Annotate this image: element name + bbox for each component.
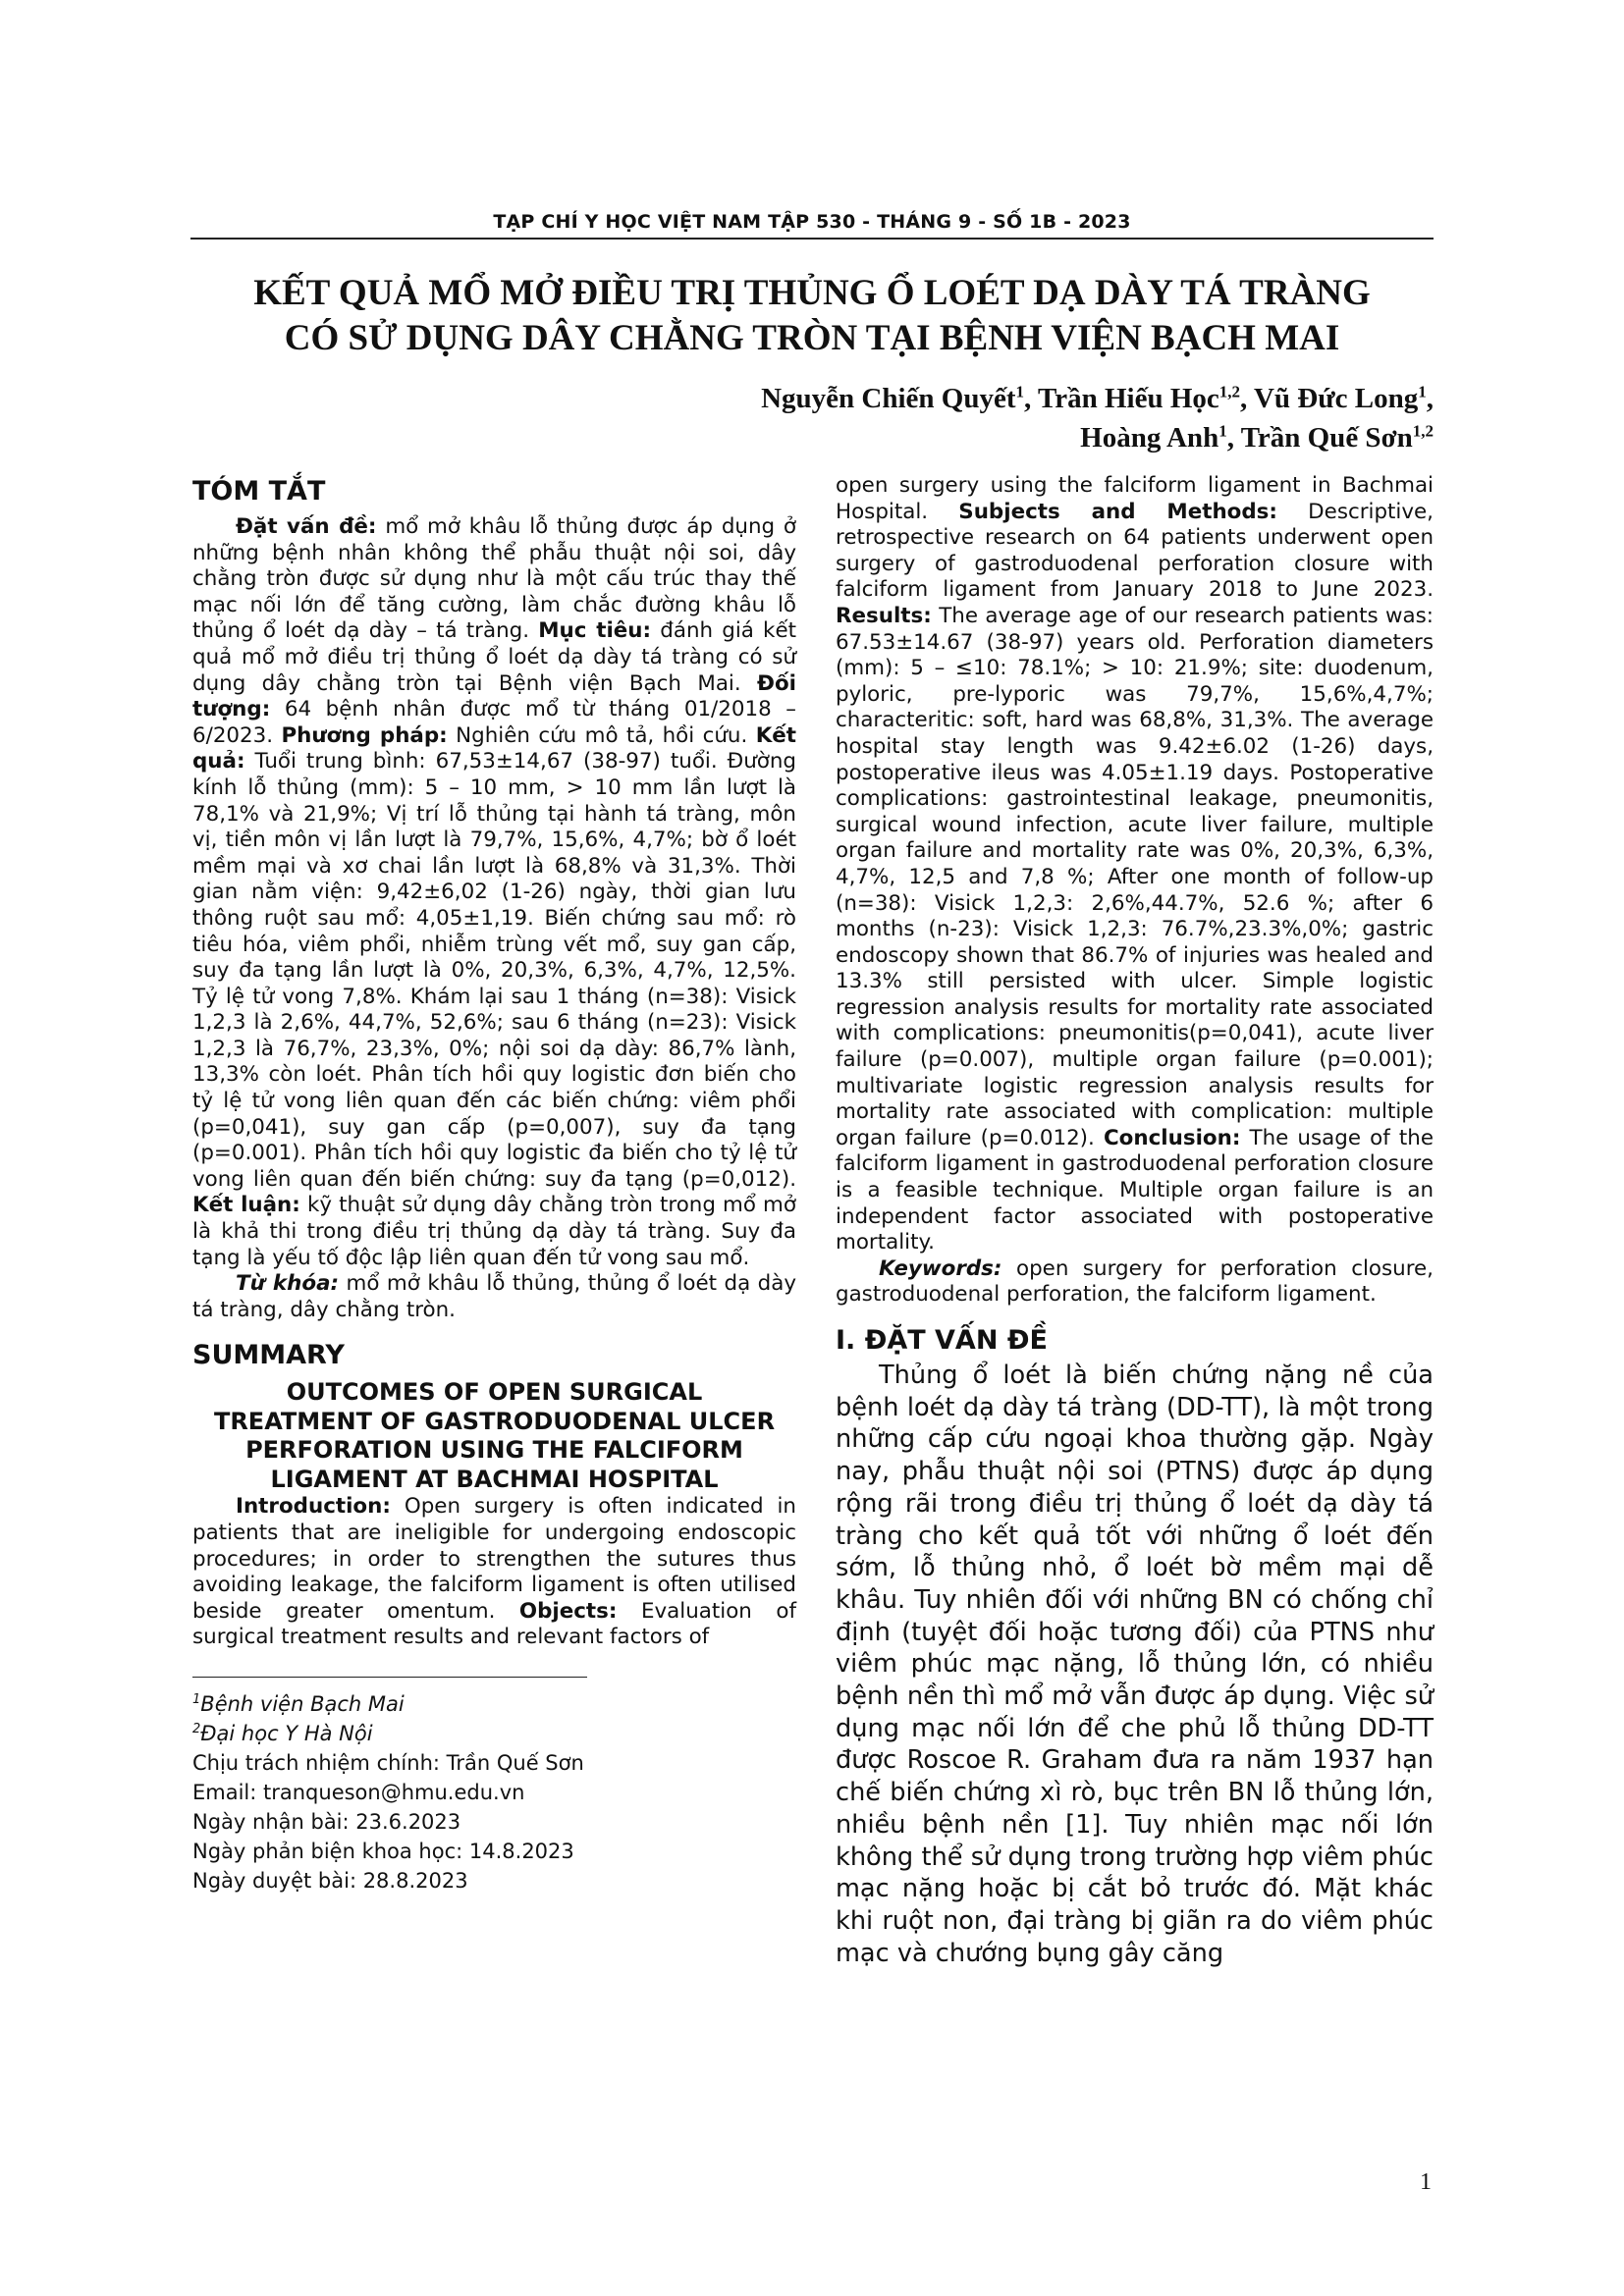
- author-affiliation-sup: 1,2: [1218, 382, 1240, 401]
- author-name: Trần Hiếu Học: [1038, 383, 1219, 414]
- keywords-label: Từ khóa:: [236, 1271, 340, 1297]
- english-title-line: TREATMENT OF GASTRODUODENAL ULCER: [213, 1407, 776, 1435]
- abstract-label: Objects:: [518, 1598, 618, 1624]
- abstract-text: Nghiên cứu mô tả, hồi cứu.: [447, 722, 756, 748]
- author-name: Hoàng Anh: [1080, 422, 1219, 454]
- english-abstract-part-1: [192, 1494, 796, 1651]
- section-body-text: Thủng ổ loét là biến chứng nặng nề của bệnh loét dạ dày tá tràng (DD-TT), là một trong những cấp cứu ngoại khoa thường gặp. Ngày nay, phẫu thuật nội soi (PTNS) được áp dụng rộng rãi trong điều trị thủng ổ loét dạ dày tá tràng cho kết quả tốt với những ổ loét đến sớm, lỗ thủng nhỏ, ổ loét bờ mềm mại dễ khâu. Tuy nhiên đối với những BN có chống chỉ định (tuyệt đối hoặc tương đối) của PTNS như viêm phúc mạc nặng, lỗ thủng lớn, có nhiều bệnh nền thì mổ mở vẫn được áp dụng. Việc sử dụng mạc nối lớn để che phủ lỗ thủng DD-TT được Roscoe R. Graham đưa ra năm 1937 hạn chế biến chứng xì rò, bục trên BN lỗ thủng lớn, nhiều bệnh nền [1]. Tuy nhiên mạc nối lớn không thể sử dụng trong trường hợp viêm phúc mạc nặng hoặc bị cắt bỏ trước đó. Mặt khác khi ruột non, đại tràng bị giãn ra do viêm phúc mạc và chướng bụng gây căng: [836, 1361, 1434, 1968]
- abstract-label: Subjects and Methods:: [958, 499, 1277, 524]
- english-title-line: OUTCOMES OF OPEN SURGICAL: [286, 1378, 703, 1407]
- keywords-text: open surgery for perforation closure, gastroduodenal perforation, the falciform ligament.: [836, 1255, 1434, 1308]
- abstract-label: Kết quả:: [192, 722, 797, 774]
- abstract-label: Đối tượng:: [192, 670, 796, 722]
- abstract-text: 64 bệnh nhân được mổ từ tháng 01/2018 – 6/2023.: [192, 697, 796, 748]
- abstract-label: Kết luận:: [192, 1193, 300, 1218]
- english-title: [192, 1378, 796, 1494]
- abstract-text: Descriptive, retrospective research on 64 patients underwent open surgery of gastroduodenal perforation closure with falciform ligament from January 2018 to June 2023.: [836, 499, 1434, 603]
- keywords-text: mổ mở khâu lỗ thủng, thủng ổ loét dạ dày tá tràng, dây chằng tròn.: [192, 1271, 796, 1322]
- authors-line-1: Nguyễn Chiến Quyết$^1$, Trần Hiếu Học$^{1,2}$, Vũ Đức Long$^1$,: [761, 382, 1434, 414]
- abstract-text: The usage of the falciform ligament in gastroduodenal perforation closure is a feasible technique. Multiple organ failure is an independent factor associated with postoperative mortality.: [836, 1125, 1434, 1255]
- author-affiliation-sup: 1: [1418, 382, 1427, 401]
- footnote-rule: [192, 1677, 587, 1678]
- english-abstract-part-2: [836, 473, 1434, 1256]
- abstract-label: Results:: [836, 603, 932, 628]
- date-received: Ngày nhận bài: 23.6.2023: [192, 1809, 461, 1834]
- english-title-line: PERFORATION USING THE FALCIFORM: [245, 1436, 743, 1465]
- affiliation-sup: 1: [192, 1691, 201, 1707]
- author-affiliation-sup: 1,2: [1412, 421, 1434, 441]
- english-title-line: LIGAMENT AT BACHMAI HOSPITAL: [270, 1465, 719, 1493]
- abstract-label: Mục tiêu:: [538, 618, 652, 644]
- section-heading: I. ĐẶT VẤN ĐỀ: [836, 1325, 1048, 1356]
- journal-header: TẠP CHÍ Y HỌC VIỆT NAM TẬP 530 - THÁNG 9 - SỐ 1B - 2023: [493, 211, 1131, 233]
- affiliation-text: Bệnh viện Bạch Mai: [200, 1691, 405, 1716]
- author-name: Nguyễn Chiến Quyết: [761, 383, 1016, 414]
- abstract-text: Open surgery is often indicated in patients that are ineligible for undergoing endoscopic procedures; in order to strengthen the sutures thus avoiding leakage, the falciform ligament is often utilised beside greater omentum.: [192, 1494, 796, 1624]
- english-keywords: [836, 1256, 1434, 1308]
- author-affiliation-sup: 1: [1015, 382, 1025, 401]
- author-affiliation-sup: 1: [1218, 421, 1227, 441]
- abstract-text: kỹ thuật sử dụng dây chằng tròn trong mổ mở là khả thi trong điều trị thủng dạ dày tá tràng. Suy đa tạng là yếu tố độc lập liên quan đến tử vong sau mổ.: [192, 1193, 796, 1270]
- left-column: [192, 475, 796, 1896]
- affiliation-sup: 2: [192, 1721, 201, 1736]
- affiliation-2: [192, 1719, 796, 1748]
- tomtat-heading: TÓM TẮT: [192, 476, 326, 507]
- abstract-text: open surgery using the falciform ligament in Bachmai Hospital.: [836, 473, 1434, 524]
- article-title-line-2: CÓ SỬ DỤNG DÂY CHẰNG TRÒN TẠI BỆNH VIỆN BẠCH MAI: [284, 318, 1340, 358]
- right-column: [836, 473, 1434, 1969]
- summary-heading: SUMMARY: [192, 1340, 345, 1371]
- author-name: Trần Quế Sơn: [1240, 422, 1413, 454]
- abstract-label: Conclusion:: [1103, 1125, 1241, 1150]
- abstract-text: mổ mở khâu lỗ thủng được áp dụng ở những bệnh nhân không thể phẫu thuật nội soi, dây chằng tròn được sử dụng như là một cấu trúc thay thế mạc nối lớn để tăng cường, làm chắc đường khâu lỗ thủng ổ loét dạ dày – tá tràng.: [192, 514, 796, 644]
- vietnamese-keywords: [192, 1271, 796, 1323]
- affiliation-1: [192, 1689, 796, 1719]
- abstract-label: Đặt vấn đề:: [236, 514, 377, 539]
- header-rule: [190, 238, 1434, 240]
- abstract-text: The average age of our research patients was: 67.53±14.67 (38-97) years old. Perforation diameters (mm): 5 – ≤10: 78.1%; > 10: 21.9%; site: duodenum, pyloric, pre-lyporic was 79,7%, 15,6%,4,7%; characteritic: soft, hard was 68,8%, 31,3%. The average hospital stay length was 9.42±6.02 (1-26) days, postoperative ileus was 4.05±1.19 days. Postoperative complications: gastrointestinal leakage, pneumonitis, surgical wound infection, acute liver failure, multiple organ failure and mortality rate was 0%, 20,3%, 6,3%, 4,7%, 12,5 and 7,8 %; After one month of follow-up (n=38): Visick 1,2,3: 2,6%,44.7%, 52.6 %; after 6 months (n-23): Visick 1,2,3: 76.7%,23.3%,0%; gastric endoscopy shown that 86.7% of injuries was healed and 13.3% still persisted with ulcer. Simple logistic regression analysis results for mortality rate associated with complications: pneumonitis(p=0,041), acute liver failure (p=0.007), multiple organ failure (p=0.001); multivariate logistic regression analysis results for mortality rate associated with complication: multiple organ failure (p=0.012).: [836, 603, 1434, 1150]
- date-accepted: Ngày duyệt bài: 28.8.2023: [192, 1868, 468, 1893]
- page-number: 1: [1420, 2169, 1432, 2195]
- author-name: Vũ Đức Long: [1253, 383, 1419, 414]
- article-title-line-1: KẾT QUẢ MỔ MỞ ĐIỀU TRỊ THỦNG Ổ LOÉT DẠ DÀY TÁ TRÀNG: [253, 273, 1371, 313]
- abstract-text: Evaluation of surgical treatment results and relevant factors of: [192, 1598, 796, 1650]
- vietnamese-abstract: [192, 514, 796, 1271]
- affiliation-text: Đại học Y Hà Nội: [200, 1721, 373, 1745]
- authors-line-2: Hoàng Anh$^1$, Trần Quế Sơn$^{1,2}$: [1080, 421, 1434, 454]
- date-reviewed: Ngày phản biện khoa học: 14.8.2023: [192, 1839, 574, 1863]
- abstract-text: Tuổi trung bình: 67,53±14,67 (38-97) tuổi. Đường kính lỗ thủng (mm): 5 – 10 mm, > 10 mm lần lượt là 78,1% và 21,9%; Vị trí lỗ thủng tại hành tá tràng, môn vị, tiền môn vị lần lượt là 79,7%, 15,6%, 4,7%; bờ ổ loét mềm mại và xơ chai lần lượt là 68,8% và 31,3%. Thời gian nằm viện: 9,42±6,02 (1-26) ngày, thời gian lưu thông ruột sau mổ: 4,05±1,19. Biến chứng sau mổ: rò tiêu hóa, viêm phổi, nhiễm trùng vết mổ, suy gan cấp, suy đa tạng lần lượt là 0%, 20,3%, 6,3%, 4,7%, 12,5%. Tỷ lệ tử vong 7,8%. Khám lại sau 1 tháng (n=38): Visick 1,2,3 là 2,6%, 44,7%, 52,6%; sau 6 tháng (n=23): Visick 1,2,3 là 76,7%, 23,3%, 0%; nội soi dạ dày: 86,7% lành, 13,3% còn loét. Phân tích hồi quy logistic đơn biến cho tỷ lệ tử vong liên quan đến các biến chứng: viêm phổi (p=0,041), suy gan cấp (p=0,007), suy đa tạng (p=0.001). Phân tích hồi quy logistic đa biến cho tỷ lệ tử vong liên quan đến biến chứng: suy đa tạng (p=0,012).: [192, 749, 796, 1192]
- keywords-label: Keywords:: [879, 1255, 1002, 1281]
- corresponding-author: Chịu trách nhiệm chính: Trần Quế Sơn: [192, 1750, 584, 1775]
- abstract-label: Introduction:: [236, 1494, 391, 1520]
- abstract-text: đánh giá kết quả mổ mở điều trị thủng ổ loét dạ dày tá tràng có sử dụng dây chằng tròn tại Bệnh viện Bạch Mai.: [192, 618, 796, 696]
- email: Email: tranqueson@hmu.edu.vn: [192, 1780, 525, 1804]
- abstract-label: Phương pháp:: [281, 722, 448, 748]
